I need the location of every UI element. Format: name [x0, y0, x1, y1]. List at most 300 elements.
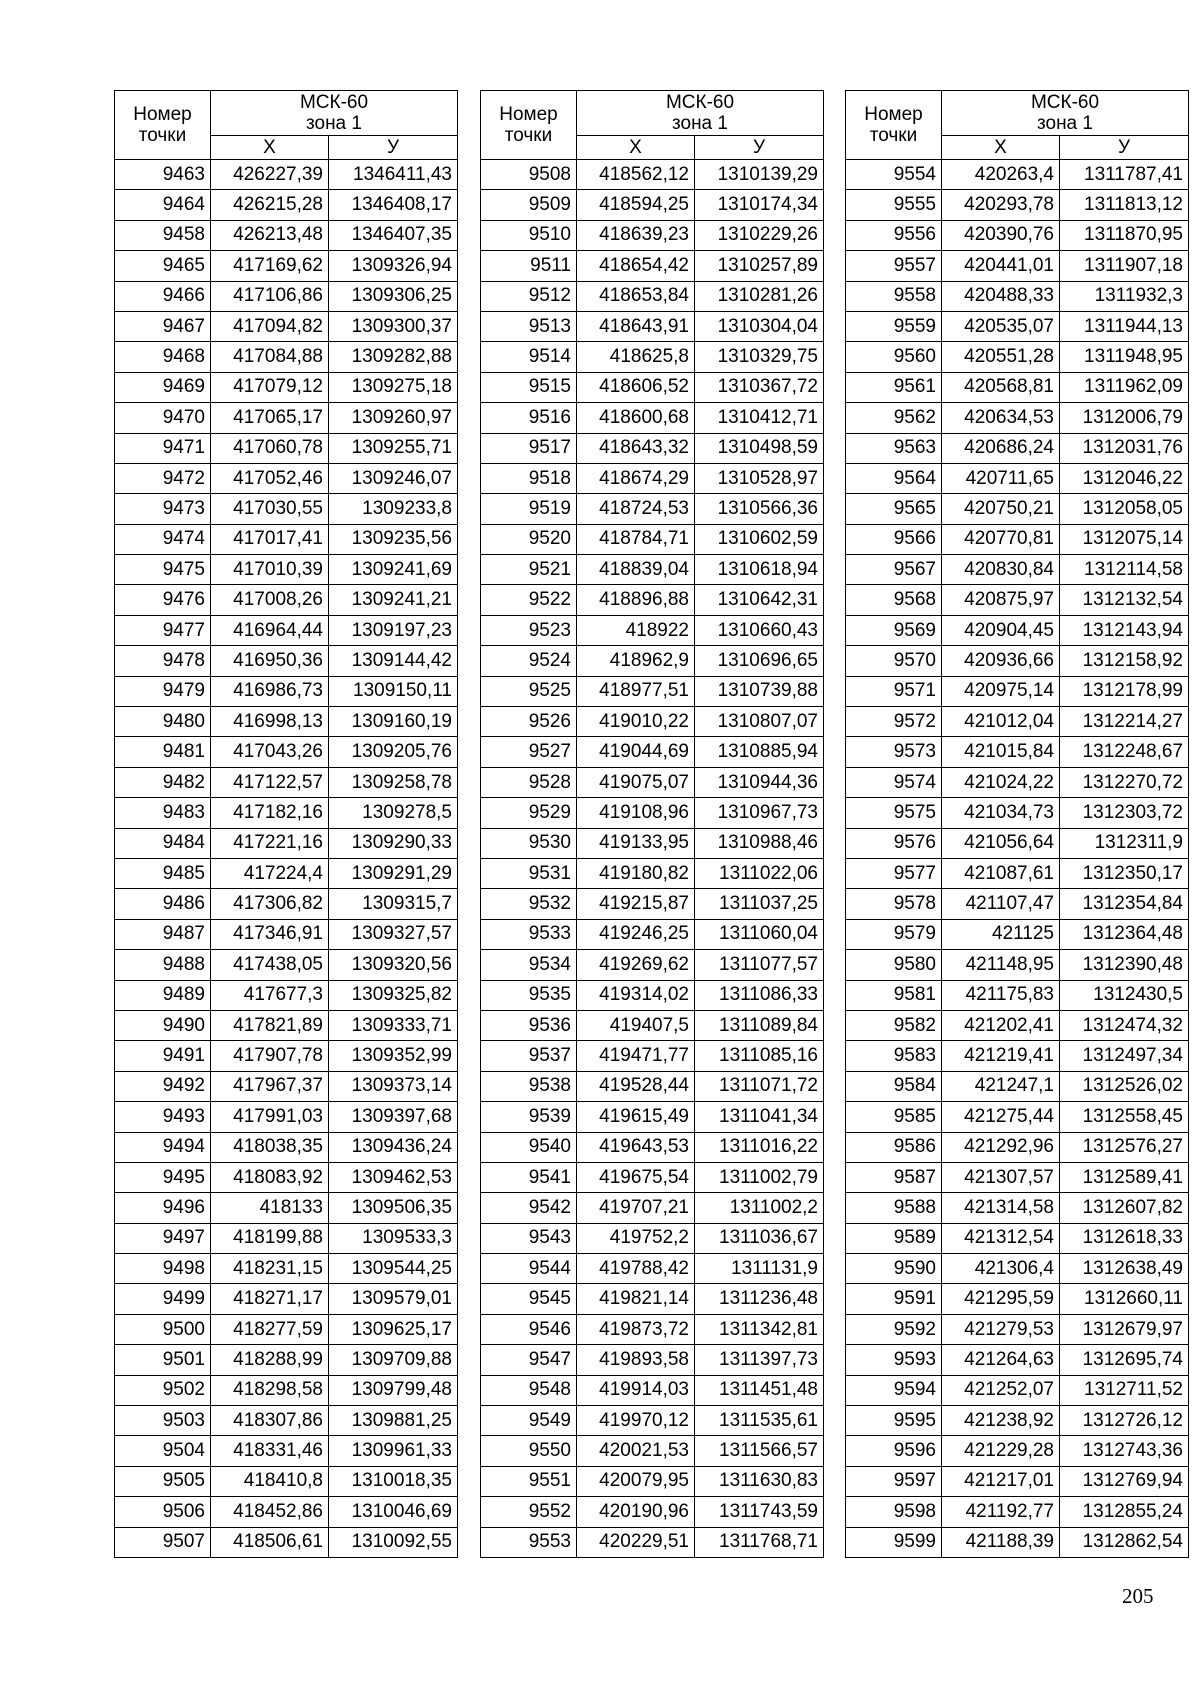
table-row: [115, 1345, 458, 1375]
table-row: [481, 160, 824, 190]
x-coordinate-cell: 418839,04: [577, 555, 695, 585]
y-coordinate-cell: 1312607,82: [1060, 1193, 1189, 1223]
table-row: [481, 1223, 824, 1253]
y-coordinate-cell: 1312474,32: [1060, 1010, 1189, 1040]
table-row: [846, 1527, 1189, 1557]
point-number-cell: 9549: [481, 1406, 577, 1436]
y-coordinate-cell: 1309197,23: [329, 615, 458, 645]
y-coordinate-cell: 1312390,48: [1060, 950, 1189, 980]
x-coordinate-cell: 421295,59: [942, 1284, 1060, 1314]
y-coordinate-cell: 1309278,5: [329, 798, 458, 828]
table-row: [481, 220, 824, 250]
table-row: [481, 676, 824, 706]
y-coordinate-cell: 1312214,27: [1060, 707, 1189, 737]
table-row: [481, 646, 824, 676]
table-row: [846, 585, 1189, 615]
x-coordinate-cell: 418038,35: [211, 1132, 329, 1162]
x-coordinate-cell: 421247,1: [942, 1071, 1060, 1101]
table-row: [481, 1527, 824, 1557]
table-row: [115, 1010, 458, 1040]
table-row: [481, 585, 824, 615]
x-coordinate-cell: 421252,07: [942, 1375, 1060, 1405]
point-number-cell: 9498: [115, 1254, 211, 1284]
x-coordinate-cell: 417065,17: [211, 403, 329, 433]
coordinates-table-2: [480, 90, 824, 1558]
x-coordinate-cell: 418606,52: [577, 372, 695, 402]
table-row: [115, 858, 458, 888]
table-row: [481, 1132, 824, 1162]
x-coordinate-cell: 421275,44: [942, 1102, 1060, 1132]
point-number-cell: 9538: [481, 1071, 577, 1101]
coordinate-system-header: МСК-60 зона 1: [211, 91, 458, 136]
x-coordinate-cell: 421125: [942, 919, 1060, 949]
table-row: [115, 220, 458, 250]
point-number-cell: 9482: [115, 767, 211, 797]
x-coordinate-cell: 419914,03: [577, 1375, 695, 1405]
y-coordinate-cell: 1312660,11: [1060, 1284, 1189, 1314]
x-header: Х: [942, 136, 1060, 160]
table-row: [846, 281, 1189, 311]
x-coordinate-cell: 419133,95: [577, 828, 695, 858]
table-row: [481, 1314, 824, 1344]
y-coordinate-cell: 1312558,45: [1060, 1102, 1189, 1132]
y-coordinate-cell: 1309352,99: [329, 1041, 458, 1071]
x-coordinate-cell: 418083,92: [211, 1162, 329, 1192]
table-row: [115, 767, 458, 797]
x-coordinate-cell: 421024,22: [942, 767, 1060, 797]
point-number-cell: 9493: [115, 1102, 211, 1132]
y-coordinate-cell: 1310696,65: [695, 646, 824, 676]
y-coordinate-cell: 1310046,69: [329, 1497, 458, 1527]
table-row: [481, 919, 824, 949]
y-coordinate-cell: 1310618,94: [695, 555, 824, 585]
x-coordinate-cell: 418562,12: [577, 160, 695, 190]
table-row: [481, 828, 824, 858]
point-number-cell: 9506: [115, 1497, 211, 1527]
table-row: [846, 1132, 1189, 1162]
table-row: [481, 311, 824, 341]
table-row: [481, 950, 824, 980]
table-row: [481, 1466, 824, 1496]
point-number-cell: 9570: [846, 646, 942, 676]
coordinate-system-header: МСК-60 зона 1: [942, 91, 1189, 136]
y-coordinate-cell: 1310281,26: [695, 281, 824, 311]
point-number-cell: 9585: [846, 1102, 942, 1132]
x-coordinate-cell: 419893,58: [577, 1345, 695, 1375]
point-number-cell: 9541: [481, 1162, 577, 1192]
x-coordinate-cell: 418784,71: [577, 524, 695, 554]
x-coordinate-cell: 418199,88: [211, 1223, 329, 1253]
x-coordinate-cell: 421087,61: [942, 858, 1060, 888]
point-number-cell: 9491: [115, 1041, 211, 1071]
x-coordinate-cell: 419314,02: [577, 980, 695, 1010]
x-coordinate-cell: 416964,44: [211, 615, 329, 645]
table-row: [481, 980, 824, 1010]
table-row: [846, 1193, 1189, 1223]
x-coordinate-cell: 419407,5: [577, 1010, 695, 1040]
y-coordinate-cell: 1312178,99: [1060, 676, 1189, 706]
y-coordinate-cell: 1310660,43: [695, 615, 824, 645]
table-row: [115, 342, 458, 372]
y-coordinate-cell: 1312350,17: [1060, 858, 1189, 888]
x-coordinate-cell: 420904,45: [942, 615, 1060, 645]
x-coordinate-cell: 418600,68: [577, 403, 695, 433]
point-number-cell: 9500: [115, 1314, 211, 1344]
point-number-cell: 9478: [115, 646, 211, 676]
table-row: [846, 980, 1189, 1010]
table-row: [115, 1193, 458, 1223]
table-row: [481, 281, 824, 311]
x-coordinate-cell: 419180,82: [577, 858, 695, 888]
table-row: [115, 1284, 458, 1314]
point-number-cell: 9497: [115, 1223, 211, 1253]
point-number-cell: 9539: [481, 1102, 577, 1132]
y-coordinate-cell: 1309291,29: [329, 858, 458, 888]
y-coordinate-cell: 1312855,24: [1060, 1497, 1189, 1527]
y-coordinate-cell: 1346411,43: [329, 160, 458, 190]
x-coordinate-cell: 420263,4: [942, 160, 1060, 190]
y-coordinate-cell: 1309709,88: [329, 1345, 458, 1375]
table-row: [115, 1102, 458, 1132]
x-coordinate-cell: 420875,97: [942, 585, 1060, 615]
y-coordinate-cell: 1309255,71: [329, 433, 458, 463]
table-row: [846, 1466, 1189, 1496]
y-coordinate-cell: 1312270,72: [1060, 767, 1189, 797]
table-row: [481, 767, 824, 797]
x-coordinate-cell: 419821,14: [577, 1284, 695, 1314]
x-coordinate-cell: 419970,12: [577, 1406, 695, 1436]
y-header: У: [695, 136, 824, 160]
table-row: [846, 828, 1189, 858]
point-number-cell: 9516: [481, 403, 577, 433]
table-row: [115, 585, 458, 615]
x-coordinate-cell: 417224,4: [211, 858, 329, 888]
y-coordinate-cell: 1309205,76: [329, 737, 458, 767]
point-number-cell: 9501: [115, 1345, 211, 1375]
x-coordinate-cell: 418639,23: [577, 220, 695, 250]
table-row: [115, 798, 458, 828]
point-number-cell: 9487: [115, 919, 211, 949]
point-number-cell: 9512: [481, 281, 577, 311]
y-coordinate-cell: 1312769,94: [1060, 1466, 1189, 1496]
y-coordinate-cell: 1310367,72: [695, 372, 824, 402]
x-coordinate-cell: 417122,57: [211, 767, 329, 797]
table-row: [846, 160, 1189, 190]
x-coordinate-cell: 417346,91: [211, 919, 329, 949]
point-number-cell: 9568: [846, 585, 942, 615]
point-number-cell: 9531: [481, 858, 577, 888]
y-coordinate-cell: 1312430,5: [1060, 980, 1189, 1010]
y-coordinate-cell: 1311071,72: [695, 1071, 824, 1101]
y-coordinate-cell: 1309320,56: [329, 950, 458, 980]
table-row: [481, 615, 824, 645]
point-number-cell: 9525: [481, 676, 577, 706]
y-coordinate-cell: 1312158,92: [1060, 646, 1189, 676]
table-row: [846, 798, 1189, 828]
point-number-cell: 9495: [115, 1162, 211, 1192]
y-coordinate-cell: 1311037,25: [695, 889, 824, 919]
table-row: [846, 1254, 1189, 1284]
x-coordinate-cell: 421217,01: [942, 1466, 1060, 1496]
y-coordinate-cell: 1311813,12: [1060, 190, 1189, 220]
x-coordinate-cell: 418331,46: [211, 1436, 329, 1466]
point-number-cell: 9477: [115, 615, 211, 645]
table-row: [115, 889, 458, 919]
table-row: [846, 767, 1189, 797]
point-number-cell: 9502: [115, 1375, 211, 1405]
point-number-cell: 9504: [115, 1436, 211, 1466]
table-row: [115, 160, 458, 190]
table-row: [481, 1497, 824, 1527]
point-number-cell: 9572: [846, 707, 942, 737]
point-number-header: Номер точки: [481, 91, 577, 160]
x-coordinate-cell: 420293,78: [942, 190, 1060, 220]
y-coordinate-cell: 1312303,72: [1060, 798, 1189, 828]
point-number-cell: 9496: [115, 1193, 211, 1223]
y-coordinate-cell: 1309144,42: [329, 646, 458, 676]
x-coordinate-cell: 420551,28: [942, 342, 1060, 372]
y-coordinate-cell: 1312726,12: [1060, 1406, 1189, 1436]
x-coordinate-cell: 417106,86: [211, 281, 329, 311]
point-number-cell: 9544: [481, 1254, 577, 1284]
y-coordinate-cell: 1311743,59: [695, 1497, 824, 1527]
table-row: [846, 494, 1189, 524]
table-row: [846, 1497, 1189, 1527]
table-row: [481, 1436, 824, 1466]
point-number-cell: 9567: [846, 555, 942, 585]
table-row: [481, 524, 824, 554]
x-coordinate-cell: 418643,91: [577, 311, 695, 341]
coordinate-system-header: МСК-60 зона 1: [577, 91, 824, 136]
x-coordinate-cell: 420936,66: [942, 646, 1060, 676]
y-coordinate-cell: 1312695,74: [1060, 1345, 1189, 1375]
table-row: [846, 403, 1189, 433]
point-number-cell: 9480: [115, 707, 211, 737]
y-coordinate-cell: 1310885,94: [695, 737, 824, 767]
y-coordinate-cell: 1309333,71: [329, 1010, 458, 1040]
x-coordinate-cell: 419269,62: [577, 950, 695, 980]
coordinates-table-3: [845, 90, 1189, 1558]
point-number-cell: 9597: [846, 1466, 942, 1496]
x-coordinate-cell: 418922: [577, 615, 695, 645]
point-number-cell: 9517: [481, 433, 577, 463]
y-coordinate-cell: 1311397,73: [695, 1345, 824, 1375]
point-number-cell: 9503: [115, 1406, 211, 1436]
y-coordinate-cell: 1311907,18: [1060, 251, 1189, 281]
table-row: [115, 919, 458, 949]
y-coordinate-cell: 1311566,57: [695, 1436, 824, 1466]
table-row: [846, 220, 1189, 250]
y-coordinate-cell: 1346408,17: [329, 190, 458, 220]
y-coordinate-cell: 1309260,97: [329, 403, 458, 433]
x-coordinate-cell: 417010,39: [211, 555, 329, 585]
y-coordinate-cell: 1309315,7: [329, 889, 458, 919]
point-number-cell: 9465: [115, 251, 211, 281]
point-number-cell: 9521: [481, 555, 577, 585]
point-number-cell: 9591: [846, 1284, 942, 1314]
x-coordinate-cell: 416950,36: [211, 646, 329, 676]
point-number-cell: 9545: [481, 1284, 577, 1314]
x-coordinate-cell: 420079,95: [577, 1466, 695, 1496]
table-row: [115, 615, 458, 645]
table-row: [481, 190, 824, 220]
x-header: Х: [211, 136, 329, 160]
y-header: У: [1060, 136, 1189, 160]
x-coordinate-cell: 418231,15: [211, 1254, 329, 1284]
point-number-cell: 9565: [846, 494, 942, 524]
y-coordinate-cell: 1310257,89: [695, 251, 824, 281]
y-coordinate-cell: 1312526,02: [1060, 1071, 1189, 1101]
table-row: [846, 858, 1189, 888]
y-coordinate-cell: 1310092,55: [329, 1527, 458, 1557]
table-row: [846, 676, 1189, 706]
table-row: [846, 1345, 1189, 1375]
point-number-header: Номер точки: [846, 91, 942, 160]
table-row: [115, 1466, 458, 1496]
point-number-cell: 9481: [115, 737, 211, 767]
x-coordinate-cell: 417182,16: [211, 798, 329, 828]
x-coordinate-cell: 417991,03: [211, 1102, 329, 1132]
table-row: [481, 372, 824, 402]
x-coordinate-cell: 418133: [211, 1193, 329, 1223]
point-number-cell: 9526: [481, 707, 577, 737]
point-number-cell: 9556: [846, 220, 942, 250]
x-coordinate-cell: 418594,25: [577, 190, 695, 220]
y-coordinate-cell: 1310807,07: [695, 707, 824, 737]
table-row: [481, 1406, 824, 1436]
table-row: [115, 1497, 458, 1527]
x-coordinate-cell: 419528,44: [577, 1071, 695, 1101]
y-coordinate-cell: 1309235,56: [329, 524, 458, 554]
point-number-cell: 9534: [481, 950, 577, 980]
point-number-cell: 9467: [115, 311, 211, 341]
x-coordinate-cell: 419752,2: [577, 1223, 695, 1253]
point-number-cell: 9518: [481, 463, 577, 493]
y-coordinate-cell: 1309241,69: [329, 555, 458, 585]
point-number-cell: 9468: [115, 342, 211, 372]
point-number-cell: 9583: [846, 1041, 942, 1071]
table-row: [115, 1071, 458, 1101]
table-row: [481, 433, 824, 463]
x-coordinate-cell: 421292,96: [942, 1132, 1060, 1162]
x-coordinate-cell: 417438,05: [211, 950, 329, 980]
y-coordinate-cell: 1312114,58: [1060, 555, 1189, 585]
point-number-cell: 9543: [481, 1223, 577, 1253]
y-coordinate-cell: 1312311,9: [1060, 828, 1189, 858]
table-row: [846, 646, 1189, 676]
x-coordinate-cell: 420975,14: [942, 676, 1060, 706]
point-number-cell: 9581: [846, 980, 942, 1010]
point-number-cell: 9548: [481, 1375, 577, 1405]
table-row: [846, 889, 1189, 919]
point-number-cell: 9553: [481, 1527, 577, 1557]
table-row: [481, 707, 824, 737]
point-number-cell: 9580: [846, 950, 942, 980]
point-number-cell: 9582: [846, 1010, 942, 1040]
point-number-cell: 9523: [481, 615, 577, 645]
point-number-cell: 9594: [846, 1375, 942, 1405]
y-coordinate-cell: 1311016,22: [695, 1132, 824, 1162]
point-number-cell: 9569: [846, 615, 942, 645]
point-number-cell: 9555: [846, 190, 942, 220]
table-row: [115, 403, 458, 433]
y-coordinate-cell: 1311870,95: [1060, 220, 1189, 250]
table-row: [846, 190, 1189, 220]
y-coordinate-cell: 1309282,88: [329, 342, 458, 372]
point-number-cell: 9514: [481, 342, 577, 372]
x-coordinate-cell: 421015,84: [942, 737, 1060, 767]
point-number-cell: 9590: [846, 1254, 942, 1284]
y-coordinate-cell: 1346407,35: [329, 220, 458, 250]
x-coordinate-cell: 421192,77: [942, 1497, 1060, 1527]
y-coordinate-cell: 1309436,24: [329, 1132, 458, 1162]
table-row: [846, 524, 1189, 554]
x-coordinate-cell: 416986,73: [211, 676, 329, 706]
point-number-cell: 9554: [846, 160, 942, 190]
x-coordinate-cell: 420568,81: [942, 372, 1060, 402]
y-coordinate-cell: 1309506,35: [329, 1193, 458, 1223]
x-coordinate-cell: 417084,88: [211, 342, 329, 372]
table-row: [481, 1162, 824, 1192]
table-row: [846, 1314, 1189, 1344]
x-coordinate-cell: 421264,63: [942, 1345, 1060, 1375]
x-coordinate-cell: 418977,51: [577, 676, 695, 706]
point-number-cell: 9524: [481, 646, 577, 676]
point-number-cell: 9488: [115, 950, 211, 980]
y-coordinate-cell: 1312743,36: [1060, 1436, 1189, 1466]
point-number-cell: 9562: [846, 403, 942, 433]
point-number-cell: 9472: [115, 463, 211, 493]
x-coordinate-cell: 426213,48: [211, 220, 329, 250]
y-coordinate-cell: 1309233,8: [329, 494, 458, 524]
x-coordinate-cell: 417030,55: [211, 494, 329, 524]
table-row: [481, 463, 824, 493]
coordinates-table-1: [114, 90, 458, 1558]
table-row: [846, 707, 1189, 737]
point-number-cell: 9559: [846, 311, 942, 341]
y-coordinate-cell: 1309881,25: [329, 1406, 458, 1436]
table-row: [481, 1345, 824, 1375]
point-number-cell: 9484: [115, 828, 211, 858]
table-row: [846, 433, 1189, 463]
point-number-cell: 9494: [115, 1132, 211, 1162]
table-row: [115, 1162, 458, 1192]
x-coordinate-cell: 420634,53: [942, 403, 1060, 433]
table-row: [115, 524, 458, 554]
x-coordinate-cell: 418962,9: [577, 646, 695, 676]
point-number-cell: 9463: [115, 160, 211, 190]
x-coordinate-cell: 416998,13: [211, 707, 329, 737]
point-number-cell: 9490: [115, 1010, 211, 1040]
point-number-cell: 9519: [481, 494, 577, 524]
y-coordinate-cell: 1309327,57: [329, 919, 458, 949]
x-coordinate-cell: 418674,29: [577, 463, 695, 493]
y-coordinate-cell: 1309544,25: [329, 1254, 458, 1284]
table-row: [115, 707, 458, 737]
point-number-cell: 9532: [481, 889, 577, 919]
point-number-cell: 9550: [481, 1436, 577, 1466]
x-coordinate-cell: 419471,77: [577, 1041, 695, 1071]
table-row: [846, 737, 1189, 767]
table-row: [481, 1102, 824, 1132]
y-coordinate-cell: 1310967,73: [695, 798, 824, 828]
x-coordinate-cell: 420021,53: [577, 1436, 695, 1466]
x-coordinate-cell: 421202,41: [942, 1010, 1060, 1040]
y-coordinate-cell: 1309533,3: [329, 1223, 458, 1253]
x-coordinate-cell: 419010,22: [577, 707, 695, 737]
x-coordinate-cell: 419788,42: [577, 1254, 695, 1284]
x-coordinate-cell: 421012,04: [942, 707, 1060, 737]
